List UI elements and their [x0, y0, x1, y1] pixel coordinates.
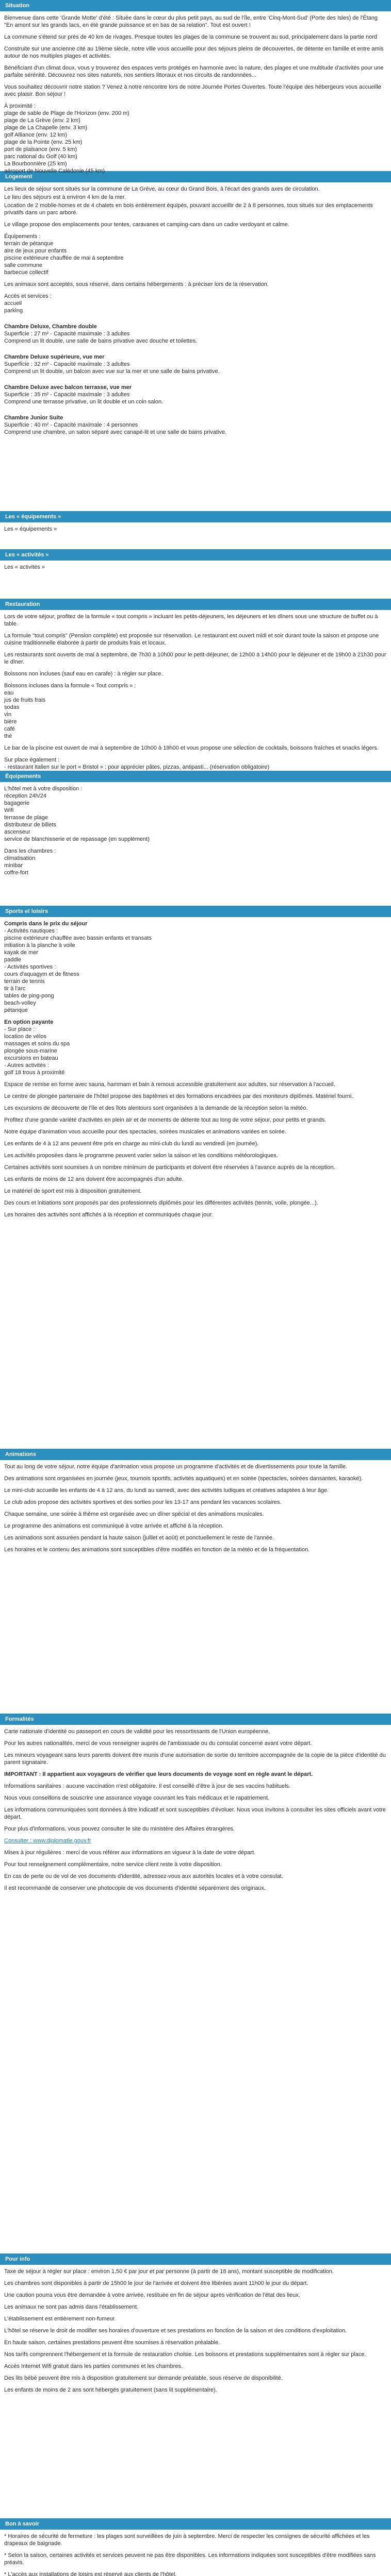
restauration-text-2: La formule "tout compris" (Pension complète) est proposée sur réservation. Le restaurant est ouvert midi et soir durant toute la saison et propose une cuisine traditionnelle élaborée à partir de produits frais et locaux.: [4, 633, 379, 646]
info-text-2: Les chambres sont disponibles à partir de 15h00 le jour de l'arrivée et doivent être libérées avant 11h00 le jour du départ.: [4, 2280, 308, 2286]
equipements-heading: Les « équipements »: [0, 511, 391, 522]
restauration-heading: Restauration: [0, 599, 391, 610]
sports-text-6: Les enfants de 4 à 12 ans peuvent être pris en charge au mini-club du lundi au vendredi (en journée).: [4, 1141, 259, 1147]
animations-text-1: Tout au long de votre séjour, notre équipe d'animation vous propose un programme d'activités et de divertissements pour toute la famille.: [4, 1464, 348, 1470]
info-text-4: Les animaux ne sont pas admis dans l'établissement.: [4, 2304, 139, 2310]
room-amenity-item: coffre-fort: [4, 870, 28, 876]
included-activity: terrain de tennis: [4, 978, 45, 985]
pets-note: Les animaux sont acceptés, sous réserve, dans certains hébergements : à préciser lors de la réservation.: [4, 281, 269, 287]
nearby-label: À proximité :: [4, 103, 36, 109]
hotel-equipement-item: service de blanchisserie et de repassage (en supplément): [4, 836, 150, 842]
activites-tab-section: [0, 549, 391, 599]
sports-text-4: Profitez d'une grande variété d'activités en plein air et de moments de détente tout au long de votre séjour, pour petits et grands.: [4, 1117, 327, 1123]
info-text-7: En haute saison, certaines prestations peuvent être soumises à réservation préalable.: [4, 2340, 220, 2346]
service-item: parking: [4, 308, 23, 314]
nearby-item: plage de La Grève (env. 2 km): [4, 117, 80, 124]
included-activity: tables de ping-pong: [4, 993, 54, 999]
paid-subheading: En option payante: [4, 1019, 54, 1025]
formalites-text-12: En cas de perte ou de vol de vos documents d'identité, adressez-vous aux autorités locales et à votre consulat.: [4, 1873, 283, 1879]
situation-text-4: Bénéficiant d'un climat doux, vous y trouverez des espaces verts protégés en harmonie avec la nature, des plages et une multitude d'activités pour une parfaite sérénité. Découvrez nos sites naturels, nos sentiers littoraux et nos circuits de randonnées...: [4, 65, 384, 78]
info-text-8: Nos tarifs comprennent l'hébergement et la formule de restauration choisie. Les boissons et prestations supplémentaires sont à régler sur place.: [4, 2351, 366, 2358]
sports-text-9: Les enfants de moins de 12 ans doivent être accompagnés d'un adulte.: [4, 1176, 184, 1182]
logement-text-3: Location de 2 mobile-homes et de 4 chalets en bois entièrement équipés, pouvant accueillir de 2 à 8 personnes, tous situés sur des emplacements privatifs dans un parc arboré.: [4, 202, 373, 216]
sports-text-5: Notre équipe d'animation vous accueille pour des spectacles, soirées musicales et animations variées en soirée.: [4, 1129, 286, 1135]
included-activity: cours d'aquagym et de fitness: [4, 971, 79, 977]
included-activity: tir à l'arc: [4, 986, 26, 992]
formalites-text-10: Mises à jour régulières : merci de vous référer aux informations en vigueur à la date de votre départ.: [4, 1850, 256, 1856]
equipements-tab-section: [0, 511, 391, 549]
drink-item: bière: [4, 719, 17, 725]
restauration-text-1: Lors de votre séjour, profitez de la formule « tout compris » incluant les petits-déjeuners, les déjeuners et les dîners sous une structure de buffet ou à table.: [4, 614, 378, 627]
restauration-text-4: Boissons non incluses (sauf eau en carafe) : à régler sur place.: [4, 671, 163, 677]
included-activities-list: [4, 927, 387, 1014]
drink-item: sodas: [4, 704, 20, 710]
pour-info-section: [0, 2253, 391, 2518]
included-activity: - Activités nautiques :: [4, 928, 58, 934]
info-text-5: L'établissement est entièrement non-fumeur.: [4, 2316, 116, 2322]
sports-text-7: Les activités proposées dans le programme peuvent varier selon la saison et les conditions météorologiques.: [4, 1153, 278, 1159]
animations-text-3: Le mini-club accueille les enfants de 4 à 12 ans, du lundi au samedi, avec des activités ludiques et créatives adaptées à leur âge.: [4, 1487, 329, 1494]
sports-heading: Sports et loisirs: [0, 906, 391, 917]
paid-activity: - Sur place :: [4, 1026, 35, 1032]
room-type-2-line: Superficie : 32 m² - Capacité maximale : 3 adultes: [4, 361, 130, 367]
sports-text-2: Le centre de plongée partenaire de l'hôtel propose des baptêmes et des formations encadrées par des moniteurs diplômés. Matériel fourni.: [4, 1093, 353, 1099]
nearby-item: port de plaisance (env. 5 km): [4, 146, 77, 152]
formalites-text-5: Informations sanitaires : aucune vaccination n'est obligatoire. Il est conseillé d'être à jour de ses vaccins habituels.: [4, 1783, 291, 1789]
situation-intro: Bienvenue dans cette 'Grande Motte' d'été : Située dans le cœur du plus petit pays, au sud de l'île, entre 'Cinq-Mont-Sud' (Porte des Isles) de l'Étang "En amont sur les grands lacs, en été grande puissance et en bas de sa relation". Tout est ouvert !: [4, 15, 378, 28]
room-type-4-title: Chambre Junior Suite: [4, 415, 63, 421]
room-amenities-label: Dans les chambres :: [4, 848, 56, 854]
room-type-1-line: Superficie : 27 m² - Capacité maximale : 3 adultes: [4, 331, 130, 337]
pour-info-heading: Pour info: [0, 2253, 391, 2265]
animations-text-7: Les animations sont assurées pendant la haute saison (juillet et août) et ponctuellement le reste de l'année.: [4, 1535, 274, 1541]
equipment-item: aire de jeux pour enfants: [4, 248, 67, 254]
sports-text-10: Le matériel de sport est mis à disposition gratuitement.: [4, 1188, 142, 1194]
animations-text-2: Des animations sont organisées en journée (jeux, tournois sportifs, activités aquatiques) et en soirée (spectacles, soirées dansantes, karaoké).: [4, 1476, 363, 1482]
room-type-3-title: Chambre Deluxe avec balcon terrasse, vue mer: [4, 384, 132, 391]
situation-text-2: La commune s'étend sur près de 40 km de rivages. Presque toutes les plages de la commune se trouvent au sud, principalement dans la partie nord: [4, 34, 378, 40]
restauration-text-5: Le bar de la piscine est ouvert de mai à septembre de 10h00 à 19h00 et vous propose une sélection de cocktails, boissons fraîches et snacks légers.: [4, 745, 379, 751]
included-activity: beach-volley: [4, 1000, 36, 1006]
paid-activity: golf 18 trous à proximité: [4, 1070, 65, 1076]
included-activity: initiation à la planche à voile: [4, 942, 75, 948]
hotel-equipement-item: bagagerie: [4, 800, 29, 806]
drink-item: jus de fruits frais: [4, 697, 46, 703]
sports-text-8: Certaines activités sont soumises à un nombre minimum de participants et doivent être réservées à l'avance auprès de la réception.: [4, 1164, 335, 1171]
animations-heading: Animations: [0, 1449, 391, 1460]
sports-section: [0, 906, 391, 1449]
hotel-equipement-item: réception 24h/24: [4, 793, 46, 799]
animations-section: [0, 1449, 391, 1714]
sports-text-11: Des cours et initiations sont proposés par des professionnels diplômés pour les différentes activités (tennis, voile, plongée...).: [4, 1200, 318, 1206]
equipment-item: barbecue collectif: [4, 269, 48, 276]
animations-text-4: Le club ados propose des activités sportives et des sorties pour les 13-17 ans pendant les vacances scolaires.: [4, 1499, 282, 1505]
logement-text-2: Le lieu des séjours est à environ 4 km de la mer.: [4, 194, 126, 200]
equipment-item: terrain de pétanque: [4, 241, 54, 247]
equipment-item: salle commune: [4, 262, 42, 268]
conditions-text-2: * Selon la saison, certaines activités et services peuvent ne pas être disponibles. Les informations indiquées sont susceptibles d'être modifiées sans préavis.: [4, 2552, 376, 2566]
logement-text-4: Le village propose des emplacements pour tentes, caravanes et camping-cars dans un cadre verdoyant et calme.: [4, 222, 289, 228]
service-item: accueil: [4, 300, 22, 307]
info-text-11: Les enfants de moins de 2 ans sont hébergés gratuitement (sans lit supplémentaire).: [4, 2387, 217, 2393]
nearby-item: parc national du Golf (40 km): [4, 154, 77, 160]
equipements-text: Les « équipements »: [4, 526, 57, 532]
nearby-list: [4, 110, 387, 175]
included-activity: piscine extérieure chauffée avec bassin enfants et transats: [4, 935, 152, 941]
sports-text-1: Espace de remise en forme avec sauna, hammam et bain à remous accessible gratuitement aux adultes, sur réservation à l'accueil.: [4, 1081, 335, 1088]
animations-text-5: Chaque semaine, une soirée à thème est organisée avec un dîner spécial et des animations musicales.: [4, 1511, 264, 1517]
situation-text-3: Construite sur une ancienne cité au 19ème siècle, notre ville vous accueille pour des séjours pleins de découvertes, de détente en famille et entre amis autour de nos multiples plages et activités.: [4, 46, 384, 59]
activites-text: Les « activités »: [4, 564, 45, 570]
activites-heading: Les « activités »: [0, 549, 391, 561]
formalites-text-13: Il est recommandé de conserver une photocopie de vos documents d'identité séparément des originaux.: [4, 1885, 266, 1891]
nearby-item: golf Alliance (env. 12 km): [4, 132, 68, 138]
situation-text-5: Vous souhaitez découvrir notre station ? Venez à notre rencontre lors de notre Journée Portes Ouvertes. Toute l'équipe des hébergeurs vous accueille avec plaisir. Bon séjour !: [4, 84, 381, 97]
diplomatie-link[interactable]: Consulter : www.diplomatie.gouv.fr: [4, 1838, 91, 1844]
included-activity: kayak de mer: [4, 950, 39, 956]
info-text-1: Taxe de séjour à régler sur place : environ 1,50 € par jour et par personne (à partir de 18 ans), montant susceptible de modification.: [4, 2268, 334, 2275]
nearby-item: plage de sable de Plage de l'Horizon (env. 200 m): [4, 110, 129, 116]
drink-item: eau: [4, 690, 14, 696]
logement-section: [0, 171, 391, 511]
equipment-item: piscine extérieure chauffée de mai à septembre: [4, 255, 124, 261]
conditions-heading: Bon à savoir: [0, 2518, 391, 2530]
included-subheading: Compris dans le prix du séjour: [4, 921, 88, 927]
room-type-1-title: Chambre Deluxe, Chambre double: [4, 324, 97, 330]
hotel-equipements-section: [0, 771, 391, 906]
drinks-label: Boissons incluses dans la formule « Tout compris » :: [4, 683, 136, 689]
hotel-equipements-list: [4, 792, 387, 843]
services-list: [4, 300, 387, 314]
info-text-6: L'hôtel se réserve le droit de modifier ses horaires d'ouverture et ses prestations en fonction de la saison et des conditions d'exploitation.: [4, 2328, 347, 2334]
room-type-3-line: Comprend une terrasse privative, un lit double et un coin salon.: [4, 399, 164, 405]
room-amenity-item: climatisation: [4, 855, 36, 861]
restauration-section: [0, 599, 391, 771]
room-type-3-line: Superficie : 35 m² - Capacité maximale : 3 adultes: [4, 392, 130, 398]
hotel-equipement-item: Wifi: [4, 807, 14, 814]
room-type-4-line: Superficie : 40 m² - Capacité maximale : 4 personnes: [4, 422, 138, 428]
formalites-heading: Formalités: [0, 1714, 391, 1725]
formalites-text-2: Pour les autres nationalités, merci de vous renseigner auprès de l'ambassade ou du consulat concerné avant votre départ.: [4, 1740, 312, 1747]
formalites-text-7: Les informations communiquées sont données à titre indicatif et sont susceptibles d'évoluer. Nous vous invitons à consulter les sites officiels avant votre départ.: [4, 1807, 386, 1820]
logement-text-1: Les lieux de séjour sont situés sur la commune de La Grève, au cœur du Grand Bois, à l'écart des grands axes de circulation.: [4, 186, 320, 192]
animations-text-6: Le programme des animations est communiqué à votre arrivée et affiché à la réception.: [4, 1523, 224, 1529]
logement-heading: Logement: [0, 171, 391, 182]
room-type-1-line: Comprend un lit double, une salle de bains privative avec douche et toilettes.: [4, 338, 198, 344]
restauration-onsite-label: Sur place également :: [4, 757, 60, 763]
nearby-item: La Bourbonnière (25 km): [4, 161, 67, 167]
animations-text-8: Les horaires et le contenu des animations sont susceptibles d'être modifiés en fonction de la météo et de la fréquentation.: [4, 1547, 310, 1553]
formalites-text-1: Carte nationale d'identité ou passeport en cours de validité pour les ressortissants de l'Union européenne.: [4, 1728, 270, 1735]
paid-activity: massages et soins du spa: [4, 1041, 70, 1047]
room-amenity-item: minibar: [4, 862, 23, 869]
room-type-4-line: Comprend une chambre, un salon séparé avec canapé-lit et une salle de bains privative.: [4, 429, 227, 435]
formalites-text-8: Pour plus d'informations, vous pouvez consulter le site du ministère des Affaires étrangères.: [4, 1826, 235, 1832]
included-activity: pétanque: [4, 1007, 28, 1013]
room-type-2-title: Chambre Deluxe supérieure, vue mer: [4, 354, 105, 360]
equipment-label: Équipements :: [4, 233, 41, 240]
drink-item: vin: [4, 711, 12, 718]
included-activity: - Activités sportives :: [4, 964, 56, 970]
formalites-text-6: Nous vous conseillons de souscrire une assurance voyage couvrant les frais médicaux et le rapatriement.: [4, 1795, 270, 1801]
situation-heading: Situation: [0, 0, 391, 11]
nearby-item: plage de La Chapelle (env. 3 km): [4, 125, 88, 131]
sports-text-3: Les excursions de découverte de l'île et des îlots alentours sont organisées à la demande de la réception selon la météo.: [4, 1105, 308, 1111]
conditions-text-3: * L'accès aux installations de loisirs est réservé aux clients de l'hôtel.: [4, 2571, 177, 2576]
conditions-section: [0, 2518, 391, 2576]
hotel-equipements-heading: Équipements: [0, 771, 391, 782]
paid-activity: - Autres activités :: [4, 1062, 49, 1069]
situation-section: [0, 0, 391, 174]
included-activity: paddle: [4, 957, 22, 963]
drink-item: thé: [4, 733, 12, 739]
restauration-text-3: Les restaurants sont ouverts de mai à septembre, de 7h30 à 10h00 pour le petit-déjeuner, de 12h00 à 14h00 pour le déjeuner et de 19h00 à 21h30 pour le dîner.: [4, 652, 386, 665]
paid-activity: location de vélos: [4, 1033, 46, 1040]
formalites-text-11: Pour tout renseignement complémentaire, notre service client reste à votre disposition.: [4, 1861, 222, 1868]
formalites-important: IMPORTANT : Il appartient aux voyageurs de vérifier que leurs documents de voyage sont en règle avant le départ.: [4, 1771, 313, 1777]
formalites-text-3: Les mineurs voyageant sans leurs parents doivent être munis d'une autorisation de sortie du territoire accompagnée de la copie de la pièce d'identité du parent signataire.: [4, 1752, 386, 1766]
hotel-equipement-item: ascenseur: [4, 829, 30, 835]
info-text-3: Une caution pourra vous être demandée à votre arrivée, restituée en fin de séjour après vérification de l'état des lieux.: [4, 2292, 300, 2298]
info-text-9: Accès Internet Wifi gratuit dans les parties communes et les chambres.: [4, 2363, 183, 2369]
drinks-list: [4, 689, 387, 740]
paid-activity: excursions en bateau: [4, 1055, 58, 1061]
paid-activities-list: [4, 1026, 387, 1076]
nearby-item: aéroport de Nouvelle Calédonie (45 km): [4, 168, 105, 174]
hotel-equipement-item: distributeur de billets: [4, 822, 56, 828]
nearby-item: plage de la Pointe (env. 25 km): [4, 139, 83, 145]
services-label: Accès et services :: [4, 293, 52, 299]
paid-activity: plongée sous-marine: [4, 1048, 57, 1054]
sports-text-12: Les horaires des activités sont affichés à la réception et communiqués chaque jour.: [4, 1212, 213, 1218]
hotel-equipements-intro: L'hôtel met à votre disposition :: [4, 786, 83, 792]
room-amenities-list: [4, 855, 387, 876]
conditions-text-1: * Horaires de sécurité de fermeture : les plages sont surveillées de juin à septembre. Merci de respecter les consignes de sécurité affichées et les drapeaux de baignade.: [4, 2533, 370, 2547]
room-type-2-line: Comprend un lit double, un balcon avec vue sur la mer et une salle de bains privative.: [4, 368, 220, 375]
hotel-equipement-item: terrasse de plage: [4, 815, 48, 821]
formalites-section: [0, 1714, 391, 2253]
restauration-onsite-item: - restaurant italien sur le port « Bristol » : pour apprécier pâtes, pizzas, antipasti... (réservation obligatoire): [4, 764, 270, 770]
info-text-10: Des lits bébé peuvent être mis à disposition gratuitement sur demande préalable, sous réserve de disponibilité.: [4, 2375, 283, 2381]
drink-item: café: [4, 726, 15, 732]
equipment-list: [4, 240, 387, 276]
